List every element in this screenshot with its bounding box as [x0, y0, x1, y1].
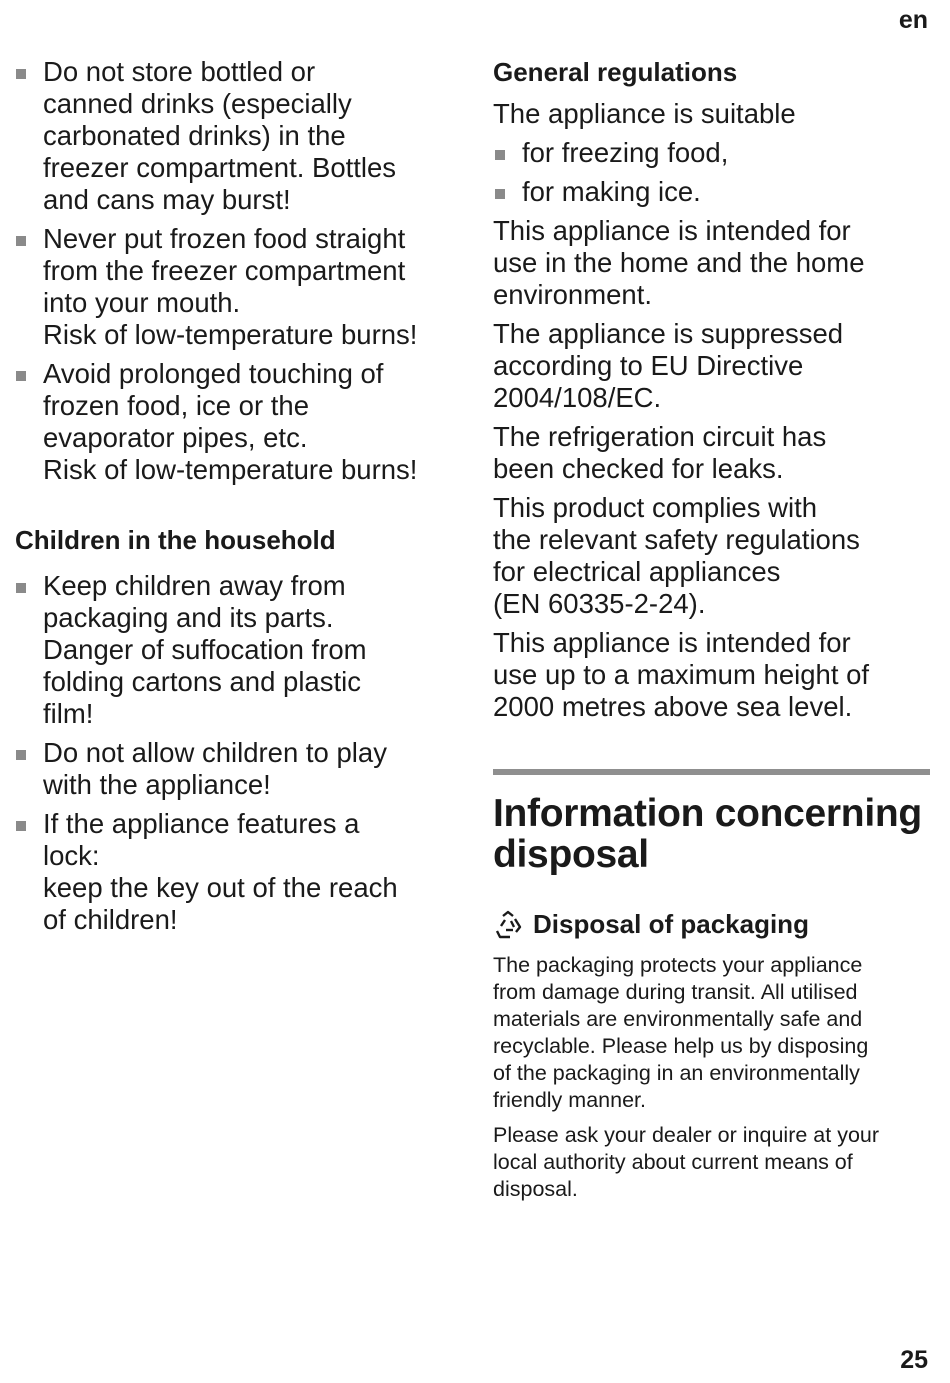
bullet-square-icon [495, 150, 505, 160]
text-line: 2000 metres above sea level. [493, 691, 853, 722]
paragraph [493, 318, 933, 414]
bullet-square-icon [16, 750, 26, 760]
paragraph [493, 627, 933, 723]
left-column [14, 56, 464, 943]
text-line: materials are environmentally safe and [493, 1007, 863, 1031]
list-item [14, 808, 464, 936]
right-column [493, 56, 933, 1211]
text-line: Risk of low-temperature burns! [43, 319, 418, 350]
list-item [14, 570, 464, 730]
bullet-square-icon [16, 371, 26, 381]
packaging-paragraph [493, 1122, 933, 1203]
text-line: This appliance is intended for [493, 627, 851, 658]
text-line: frozen food, ice or the [43, 390, 309, 421]
text-line: been checked for leaks. [493, 453, 784, 484]
text-line: This appliance is intended for [493, 215, 851, 246]
text-line: (EN 60335-2-24). [493, 588, 706, 619]
text-line: film! [43, 698, 94, 729]
suitable-list [493, 137, 933, 208]
bullet-square-icon [495, 189, 505, 199]
packaging-heading-row [493, 909, 933, 940]
text-line: The appliance is suppressed [493, 318, 844, 349]
text-line: canned drinks (especially [43, 88, 352, 119]
bullet-square-icon [16, 236, 26, 246]
text-line: The packaging protects your appliance [493, 953, 863, 977]
text-line: 2004/108/EC. [493, 382, 662, 413]
list-item [493, 176, 933, 208]
safety-bullet-list [14, 56, 464, 486]
text-line: Risk of low-temperature burns! [43, 454, 418, 485]
text-line: Do not store bottled or [43, 56, 316, 87]
text-line: If the appliance features a [43, 808, 360, 839]
text-line: friendly manner. [493, 1088, 646, 1112]
text-line: Keep children away from [43, 570, 346, 601]
text-line: from damage during transit. All utilised [493, 980, 858, 1004]
text-line: Please ask your dealer or inquire at your [493, 1123, 880, 1147]
language-code: en [898, 6, 928, 34]
section-title [493, 793, 933, 875]
list-item [14, 223, 464, 351]
suitable-item: for freezing food, [522, 137, 729, 168]
text-line: The refrigeration circuit has [493, 421, 827, 452]
text-line: according to EU Directive [493, 350, 804, 381]
text-line: environment. [493, 279, 652, 310]
text-line: Danger of suffocation from [43, 634, 367, 665]
text-line: for electrical appliances [493, 556, 781, 587]
bullet-square-icon [16, 821, 26, 831]
text-line: disposal. [493, 1177, 578, 1201]
text-line: evaporator pipes, etc. [43, 422, 308, 453]
text-line: packaging and its parts. [43, 602, 334, 633]
text-line: Never put frozen food straight [43, 223, 406, 254]
general-regulations-heading: General regulations [493, 57, 738, 87]
page-number: 25 [900, 1346, 928, 1374]
recycle-icon [493, 910, 523, 940]
text-line: Information concerning [493, 792, 922, 835]
text-line: carbonated drinks) in the [43, 120, 346, 151]
text-line: Avoid prolonged touching of [43, 358, 384, 389]
list-item [493, 137, 933, 169]
text-line: of the packaging in an environmentally [493, 1061, 860, 1085]
children-bullet-list [14, 570, 464, 936]
text-line: the relevant safety regulations [493, 524, 860, 555]
suitable-intro: The appliance is suitable [493, 98, 796, 129]
text-line: use up to a maximum height of [493, 659, 870, 690]
text-line: local authority about current means of [493, 1150, 853, 1174]
section-divider [493, 769, 930, 775]
bullet-square-icon [16, 69, 26, 79]
text-line: folding cartons and plastic [43, 666, 361, 697]
text-line: freezer compartment. Bottles [43, 152, 397, 183]
text-line: lock: [43, 840, 100, 871]
text-line: and cans may burst! [43, 184, 291, 215]
paragraph [493, 421, 933, 485]
text-line: Do not allow children to play [43, 737, 387, 768]
paragraph [493, 492, 933, 620]
text-line: keep the key out of the reach [43, 872, 398, 903]
text-line: disposal [493, 833, 649, 876]
text-line: use in the home and the home [493, 247, 865, 278]
paragraph [493, 215, 933, 311]
text-line: of children! [43, 904, 178, 935]
text-line: This product complies with [493, 492, 818, 523]
text-line: into your mouth. [43, 287, 241, 318]
packaging-heading: Disposal of packaging [533, 909, 809, 939]
children-heading: Children in the household [15, 525, 336, 555]
list-item [14, 56, 464, 216]
list-item [14, 358, 464, 486]
text-line: with the appliance! [43, 769, 271, 800]
bullet-square-icon [16, 583, 26, 593]
text-line: from the freezer compartment [43, 255, 406, 286]
suitable-item: for making ice. [522, 176, 701, 207]
list-item [14, 737, 464, 801]
text-line: recyclable. Please help us by disposing [493, 1034, 869, 1058]
packaging-paragraph [493, 952, 933, 1114]
